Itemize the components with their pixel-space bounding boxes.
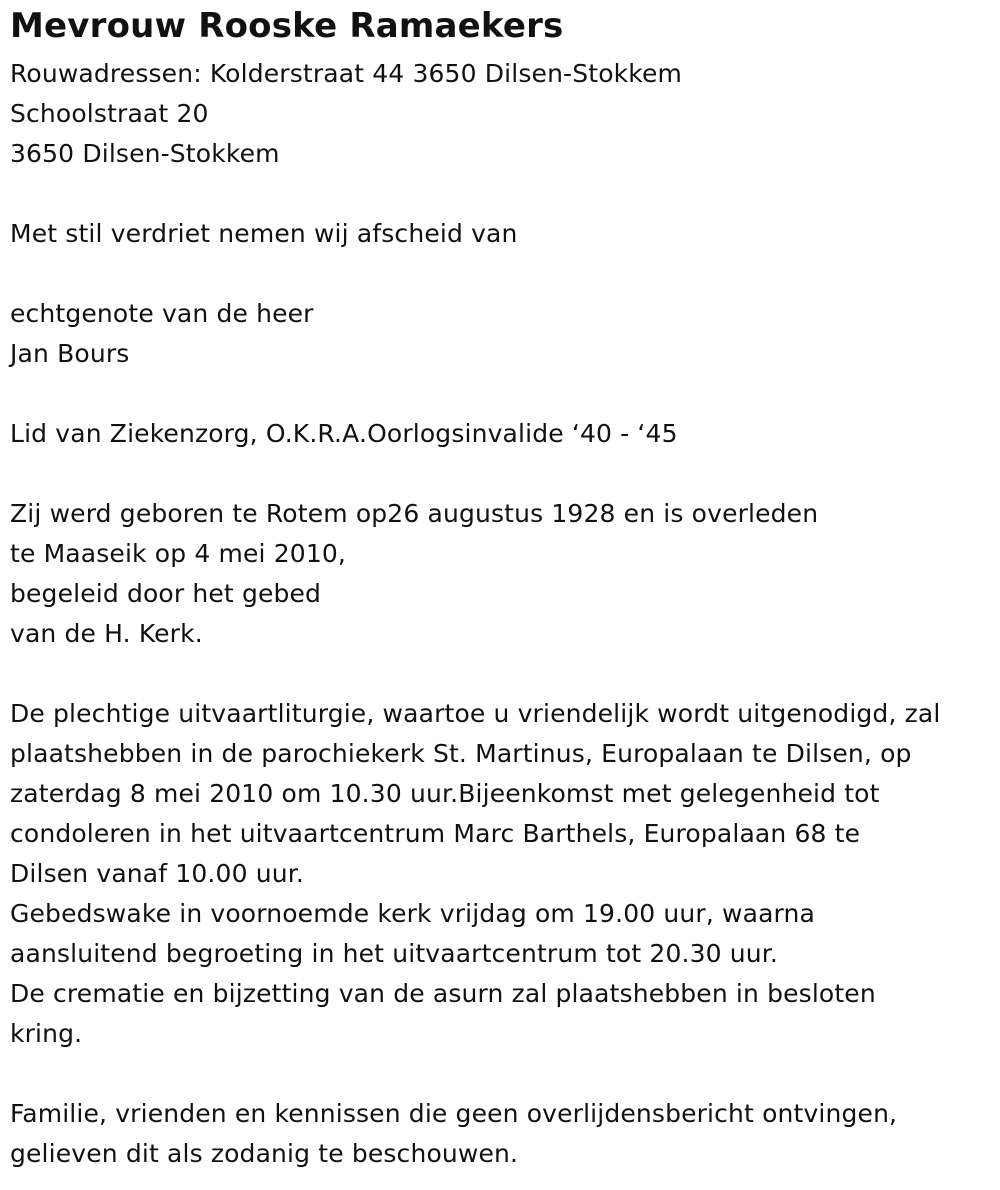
closing-block [10, 1094, 995, 1174]
spouse-line: Jan Bours [10, 339, 130, 368]
birth-death-line: van de H. Kerk. [10, 619, 203, 648]
ceremony-block [10, 694, 995, 1054]
ceremony-line: De plechtige uitvaartliturgie, waartoe u vriendelijk wordt uitgenodigd, zal [10, 699, 941, 728]
spacer [10, 454, 995, 494]
closing-line: Familie, vrienden en kennissen die geen overlijdensbericht ontvingen, [10, 1099, 898, 1128]
address-block [10, 54, 995, 174]
ceremony-line: plaatshebben in de parochiekerk St. Martinus, Europalaan te Dilsen, op [10, 739, 912, 768]
birth-death-line: Zij werd geboren te Rotem op26 augustus 1928 en is overleden [10, 499, 819, 528]
membership-text: Lid van Ziekenzorg, O.K.R.A.Oorlogsinvalide ‘40 - ‘45 [10, 419, 678, 448]
deceased-name: Mevrouw Rooske Ramaekers [10, 6, 564, 46]
birth-death-line: begeleid door het gebed [10, 579, 322, 608]
spouse-block [10, 294, 995, 374]
address-line: Schoolstraat 20 [10, 99, 209, 128]
spacer [10, 654, 995, 694]
spacer [10, 174, 995, 214]
ceremony-line: Dilsen vanaf 10.00 uur. [10, 859, 304, 888]
spacer [10, 374, 995, 414]
address-line: Rouwadressen: Kolderstraat 44 3650 Dilsen-Stokkem [10, 59, 683, 88]
ceremony-line: Gebedswake in voornoemde kerk vrijdag om 19.00 uur, waarna [10, 899, 816, 928]
ceremony-line: zaterdag 8 mei 2010 om 10.30 uur.Bijeenkomst met gelegenheid tot [10, 779, 880, 808]
ceremony-line: kring. [10, 1019, 83, 1048]
intro-text: Met stil verdriet nemen wij afscheid van [10, 219, 518, 248]
spacer [10, 254, 995, 294]
ceremony-line: De crematie en bijzetting van de asurn zal plaatshebben in besloten [10, 979, 876, 1008]
obituary-notice [10, 6, 995, 1174]
ceremony-line: aansluitend begroeting in het uitvaartcentrum tot 20.30 uur. [10, 939, 779, 968]
spacer [10, 1054, 995, 1094]
ceremony-line: condoleren in het uitvaartcentrum Marc Barthels, Europalaan 68 te [10, 819, 861, 848]
birth-death-block [10, 494, 995, 654]
birth-death-line: te Maaseik op 4 mei 2010, [10, 539, 347, 568]
closing-line: gelieven dit als zodanig te beschouwen. [10, 1139, 519, 1168]
address-line: 3650 Dilsen-Stokkem [10, 139, 280, 168]
spouse-line: echtgenote van de heer [10, 299, 314, 328]
